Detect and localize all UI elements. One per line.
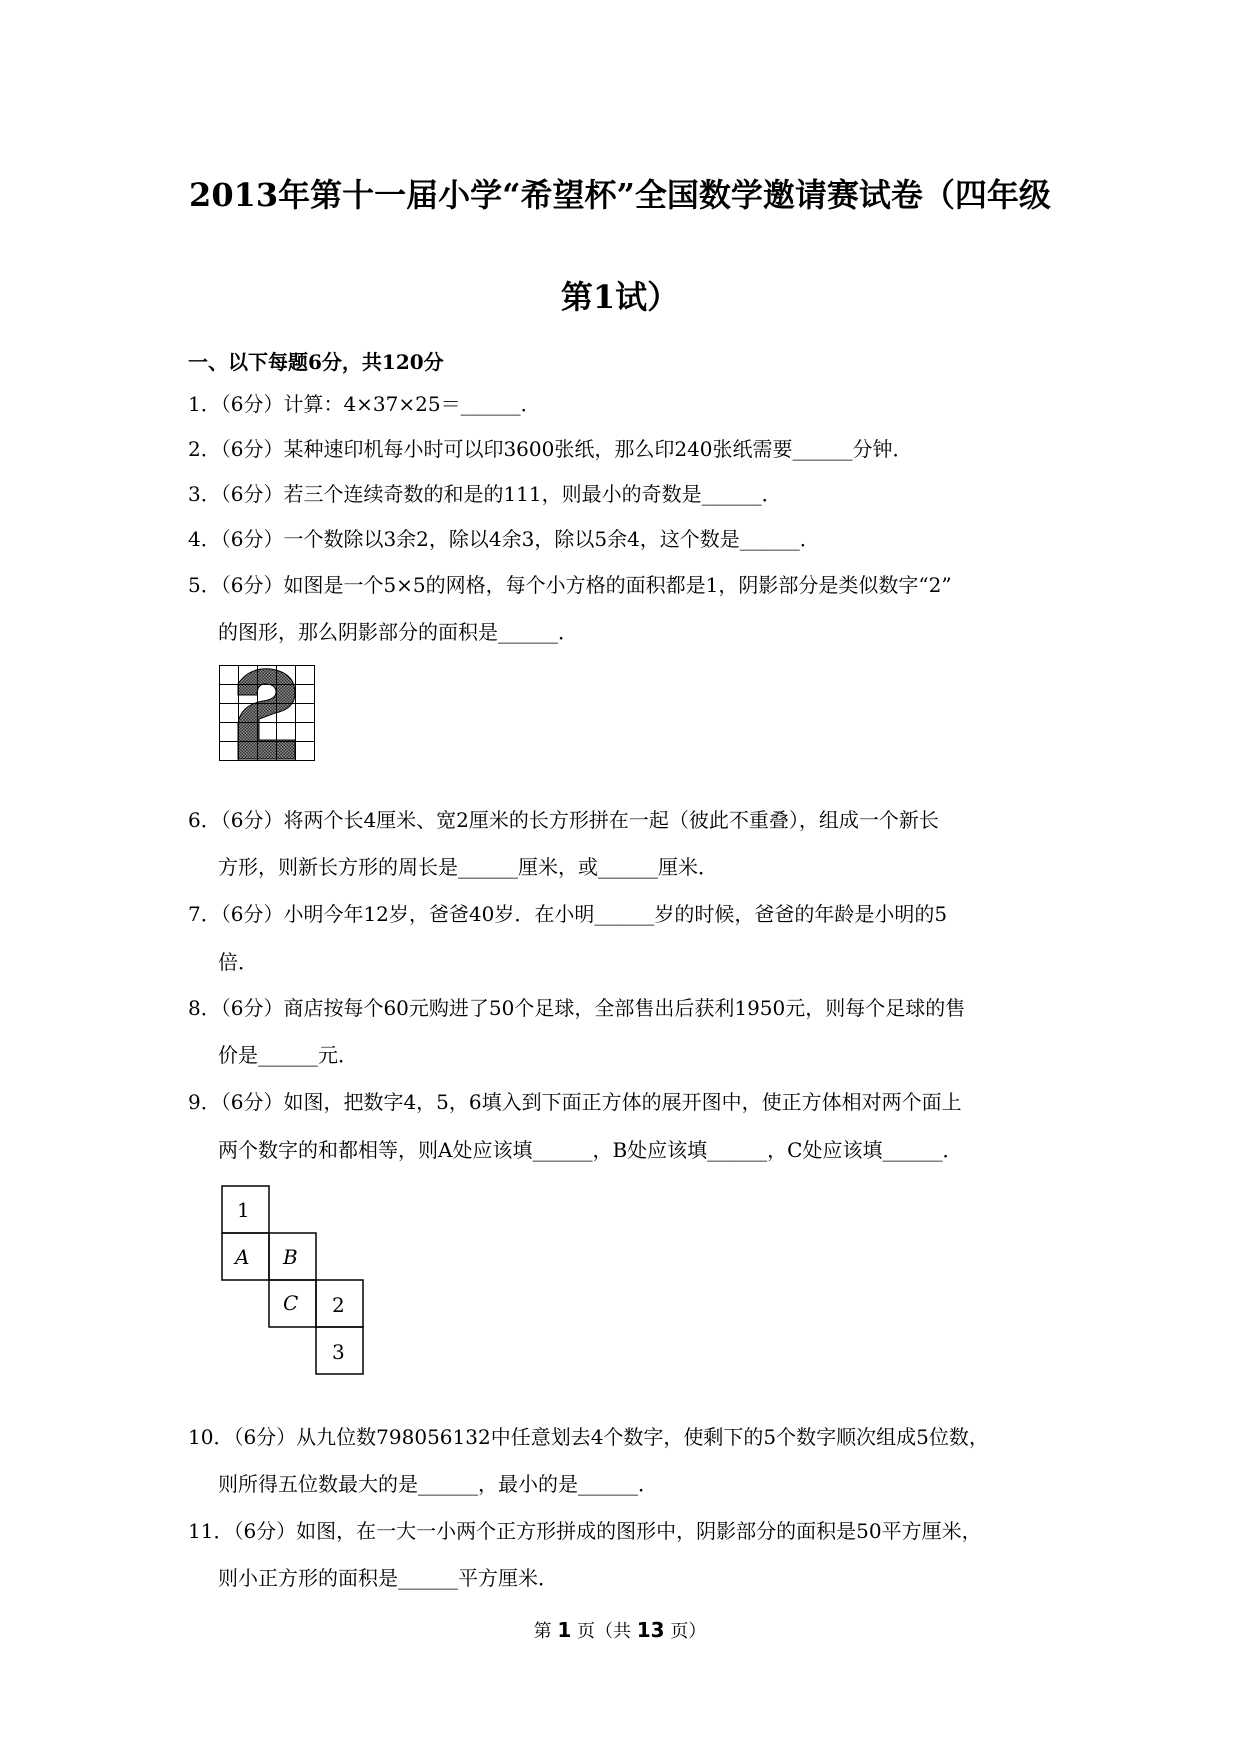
question-9: 9．（6分）如图，把数字4，5，6填入到下面正方体的展开图中，使正方体相对两个面上 bbox=[188, 1090, 962, 1114]
footer-middle: 页（共 bbox=[577, 1621, 632, 1642]
question-8: 8．（6分）商店按每个60元购进了50个足球，全部售出后获利1950元，则每个足球的售 bbox=[188, 996, 966, 1020]
question-1: 1．（6分）计算：4×37×25＝______． bbox=[188, 392, 541, 416]
cube-cell-b: B bbox=[283, 1245, 298, 1269]
cube-cell-3: 3 bbox=[332, 1340, 345, 1364]
page-footer bbox=[0, 1617, 1240, 1643]
footer-suffix: 页） bbox=[670, 1621, 707, 1642]
question-5: 5．（6分）如图是一个5×5的网格，每个小方格的面积都是1，阴影部分是类似数字“2” bbox=[188, 573, 952, 597]
question-10-continuation: 则所得五位数最大的是______，最小的是______． bbox=[218, 1472, 658, 1496]
cube-cell-a: A bbox=[235, 1245, 250, 1269]
question-5-continuation: 的图形，那么阴影部分的面积是______． bbox=[218, 620, 578, 644]
question-3: 3．（6分）若三个连续奇数的和是的111，则最小的奇数是______． bbox=[188, 482, 782, 506]
section-heading: 一、以下每题6分，共120分 bbox=[188, 350, 444, 374]
question-11-continuation: 则小正方形的面积是______平方厘米． bbox=[218, 1566, 558, 1590]
page-title-line-2: 第1试） bbox=[560, 278, 680, 316]
question-6: 6．（6分）将两个长4厘米、宽2厘米的长方形拼在一起（彼此不重叠），组成一个新长 bbox=[188, 808, 939, 832]
question-11: 11．（6分）如图，在一大一小两个正方形拼成的图形中，阴影部分的面积是50平方厘米， bbox=[188, 1519, 982, 1543]
question-7: 7．（6分）小明今年12岁，爸爸40岁．在小明______岁的时候，爸爸的年龄是小明的5 bbox=[188, 902, 948, 926]
question-2: 2．（6分）某种速印机每小时可以印3600张纸，那么印240张纸需要______分钟． bbox=[188, 437, 913, 461]
cube-net-figure bbox=[221, 1185, 367, 1379]
grid-2-shape-figure bbox=[219, 665, 315, 761]
cube-cell-c: C bbox=[283, 1291, 299, 1315]
question-4: 4．（6分）一个数除以3余2，除以4余3，除以5余4，这个数是______． bbox=[188, 527, 820, 551]
question-8-continuation: 价是______元． bbox=[218, 1043, 358, 1067]
question-7-continuation: 倍． bbox=[218, 950, 258, 974]
cube-cell-1: 1 bbox=[237, 1198, 250, 1222]
cube-cell-2: 2 bbox=[332, 1293, 345, 1317]
footer-prefix: 第 bbox=[533, 1621, 552, 1642]
question-9-continuation: 两个数字的和都相等，则A处应该填______，B处应该填______，C处应该填______． bbox=[218, 1138, 963, 1162]
page-title-line-1: 2013年第十一届小学“希望杯”全国数学邀请赛试卷（四年级 bbox=[189, 176, 1051, 214]
footer-total-pages: 13 bbox=[636, 1618, 665, 1642]
footer-page-number: 1 bbox=[557, 1618, 572, 1642]
question-10: 10．（6分）从九位数798056132中任意划去4个数字，使剩下的5个数字顺次组成5位数， bbox=[188, 1425, 989, 1449]
question-6-continuation: 方形，则新长方形的周长是______厘米，或______厘米． bbox=[218, 855, 718, 879]
